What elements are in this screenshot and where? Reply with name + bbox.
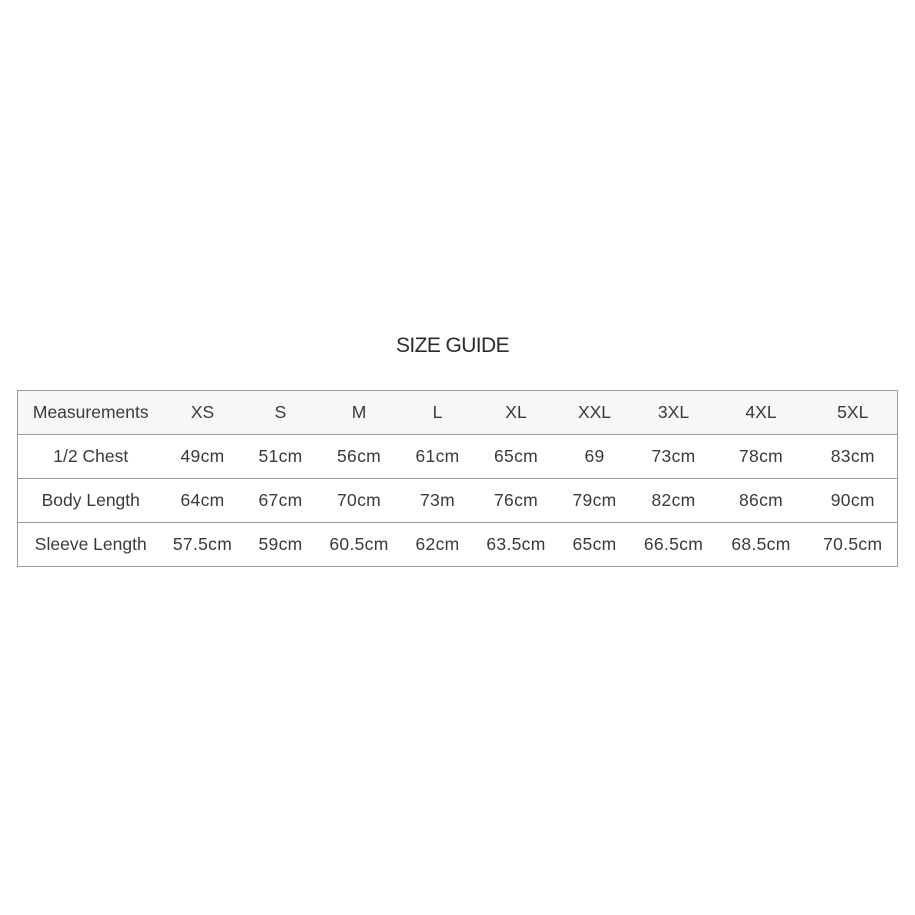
table-row — [18, 479, 898, 523]
table-cell: 62cm — [415, 534, 460, 554]
header-cell-m: M — [351, 402, 367, 422]
table-cell: 78cm — [739, 446, 783, 466]
header-cell-measurements: Measurements — [32, 402, 149, 422]
row-label: 1/2 Chest — [53, 446, 129, 466]
header-cell-3xl: 3XL — [657, 402, 690, 422]
table-cell: 56cm — [337, 446, 381, 466]
table-cell: 65cm — [494, 446, 538, 466]
table-cell: 86cm — [739, 490, 783, 510]
table-cell: 67cm — [258, 490, 303, 510]
header-cell-5xl: 5XL — [837, 402, 869, 422]
table-cell: 61cm — [415, 446, 460, 466]
row-label: Sleeve Length — [34, 534, 147, 554]
table-cell: 64cm — [180, 490, 225, 510]
table-cell: 60.5cm — [329, 534, 389, 554]
table-cell: 66.5cm — [643, 534, 704, 554]
table-cell: 82cm — [651, 490, 696, 510]
table-row — [18, 523, 898, 567]
header-cell-s: S — [274, 402, 287, 422]
size-guide-table — [17, 390, 898, 567]
table-cell: 68.5cm — [731, 534, 791, 554]
table-row — [18, 435, 898, 479]
table-cell: 59cm — [258, 534, 303, 554]
header-cell-xl: XL — [505, 402, 527, 422]
table-cell: 70cm — [337, 490, 381, 510]
table-cell: 76cm — [494, 490, 538, 510]
table-cell: 73m — [420, 490, 455, 510]
header-cell-xxl: XXL — [577, 402, 612, 422]
header-cell-xs: XS — [190, 402, 215, 422]
table-cell: 83cm — [830, 446, 875, 466]
row-label: Body Length — [41, 490, 140, 510]
table-cell: 51cm — [258, 446, 303, 466]
header-cell-4xl: 4XL — [745, 402, 777, 422]
table-cell: 57.5cm — [172, 534, 233, 554]
table-cell: 65cm — [572, 534, 617, 554]
page-title: SIZE GUIDE — [395, 334, 510, 357]
table-cell: 79cm — [572, 490, 617, 510]
table-cell: 90cm — [830, 490, 875, 510]
header-cell-l: L — [432, 402, 443, 422]
table-cell: 73cm — [651, 446, 696, 466]
table-header-row — [18, 391, 898, 435]
table-cell: 70.5cm — [823, 534, 883, 554]
table-cell: 69 — [584, 446, 605, 466]
table-cell: 49cm — [180, 446, 225, 466]
table-cell: 63.5cm — [486, 534, 546, 554]
